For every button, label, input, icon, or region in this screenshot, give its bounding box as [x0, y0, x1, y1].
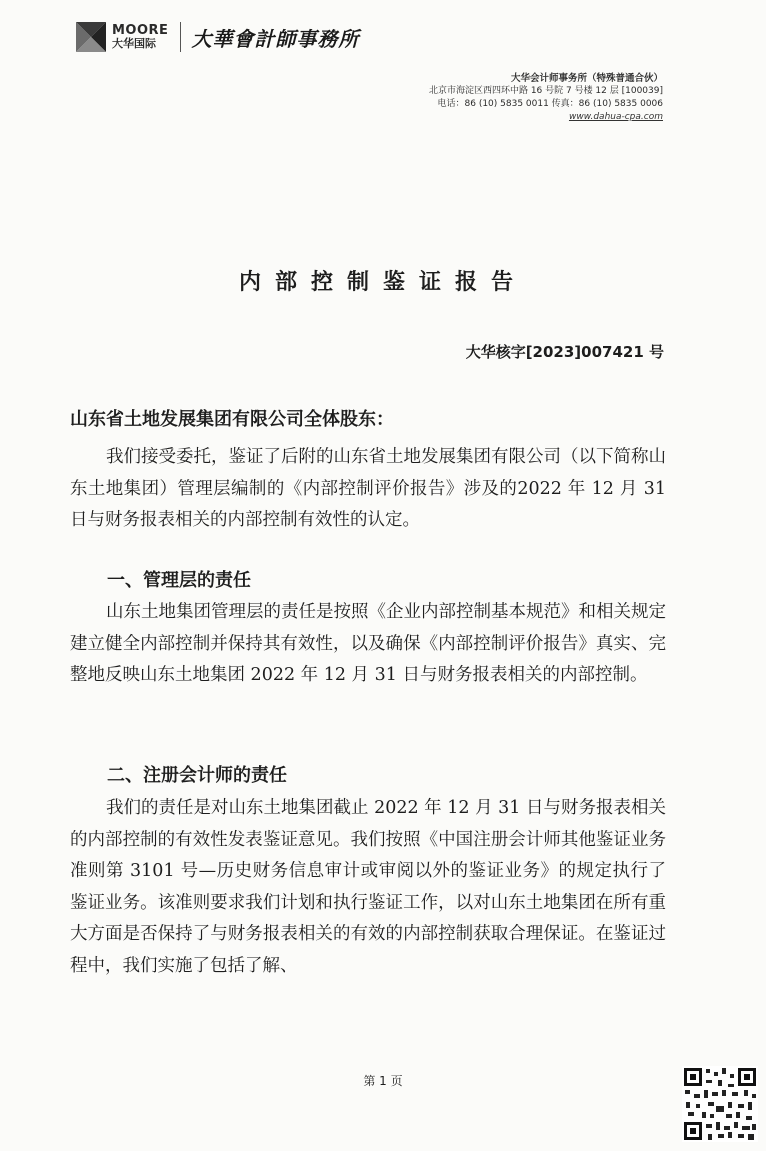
- moore-logo-icon: [76, 22, 106, 52]
- salutation: 山东省土地发展集团有限公司全体股东：: [70, 409, 394, 430]
- qr-code-icon: [682, 1066, 758, 1142]
- logo-divider: [180, 22, 181, 52]
- firm-address: 北京市海淀区西四环中路 16 号院 7 号楼 12 层 [100039]: [428, 86, 663, 96]
- section2-heading: 二、注册会计师的责任: [107, 765, 287, 786]
- firm-name: 大华会计师事务所（特殊普通合伙）: [510, 73, 663, 84]
- firm-info: [429, 72, 663, 124]
- report-title: 内部控制鉴证报告: [238, 270, 527, 295]
- section2-paragraph: 我们的责任是对山东土地集团截止 2022 年 12 月 31 日与财务报表相关的内部控制的有效性发表鉴证意见。我们按照《中国注册会计师其他鉴证业务准则第 3101 号—历史财务信息审计或审阅以外的鉴证业务》的规定执行了鉴证业务。该准则要求我们计划和执行鉴证工作，以对山东土地集团在所有重大方面是否保持了与财务报表相关的有效的内部控制获取合理保证。在鉴证过程中，我们实施了包括了解、: [70, 798, 666, 976]
- firm-logo: [76, 20, 359, 54]
- intro-paragraph: 我们接受委托，鉴证了后附的山东省土地发展集团有限公司（以下简称山东土地集团）管理层编制的《内部控制评价报告》涉及的2022 年 12 月 31 日与财务报表相关的内部控制有效性的认定。: [70, 447, 666, 530]
- reference-number: 大华核字[2023]007421 号: [465, 343, 664, 361]
- logo-english: MOORE: [112, 23, 169, 39]
- page-number: 第 1 页: [363, 1074, 403, 1088]
- logo-calligraphy: 大華會計師事務所: [191, 26, 360, 51]
- logo-chinese: 大华国际: [112, 37, 156, 51]
- section1-paragraph: 山东土地集团管理层的责任是按照《企业内部控制基本规范》和相关规定建立健全内部控制并保持其有效性，以及确保《内部控制评价报告》真实、完整地反映山东土地集团 2022 年 12 月 31 日与财务报表相关的内部控制。: [70, 602, 666, 685]
- firm-phone: 电话：86 (10) 5835 0011 传真：86 (10) 5835 0006: [437, 99, 663, 109]
- firm-url[interactable]: www.dahua-cpa.com: [568, 112, 663, 122]
- section1-heading: 一、管理层的责任: [107, 570, 251, 591]
